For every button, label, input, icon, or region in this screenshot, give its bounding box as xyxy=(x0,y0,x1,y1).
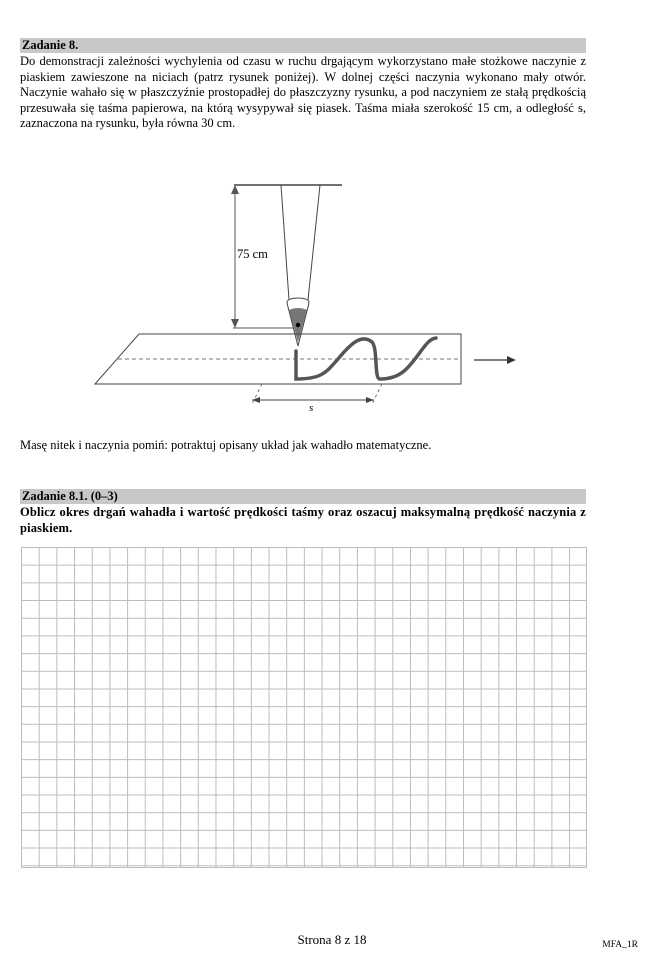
task-8-1-title: Zadanie 8.1. (0–3) xyxy=(22,489,118,503)
task-8-1-instruction: Oblicz okres drgań wahadła i wartość prędkości taśmy oraz oszacuj maksymalną prędkość naczynia z piaskiem. xyxy=(20,505,586,535)
s-label: s xyxy=(309,402,314,414)
exam-code: MFA_1R xyxy=(602,940,638,950)
task-8-header xyxy=(20,38,586,53)
pendulum-figure xyxy=(90,176,530,416)
answer-grid[interactable] xyxy=(21,547,587,873)
task-8-title: Zadanie 8. xyxy=(22,38,79,52)
page-number: Strona 8 z 18 xyxy=(297,932,367,947)
model-note: Masę nitek i naczynia pomiń: potraktuj opisany układ jak wahadło matematyczne. xyxy=(20,438,432,452)
task-8-1-header xyxy=(20,489,586,504)
task-8-description: Do demonstracji zależności wychylenia od czasu w ruchu drgającym wykorzystano małe stożkowe naczynie z piaskiem zawieszone na niciach (patrz rysunek poniżej). W dolnej części naczynia wykonano mały otwór. Naczynie wahało się w płaszczyźnie prostopadłej do płaszczyzny rysunku, a pod naczyniem ze stałą prędkością przesuwała się taśma papierowa, na którą wysypywał się piasek. Taśma miała szerokość 15 cm, a odległość s, zaznaczona na rysunku, była równa 30 cm. xyxy=(20,54,586,131)
length-label: 75 cm xyxy=(237,247,268,261)
